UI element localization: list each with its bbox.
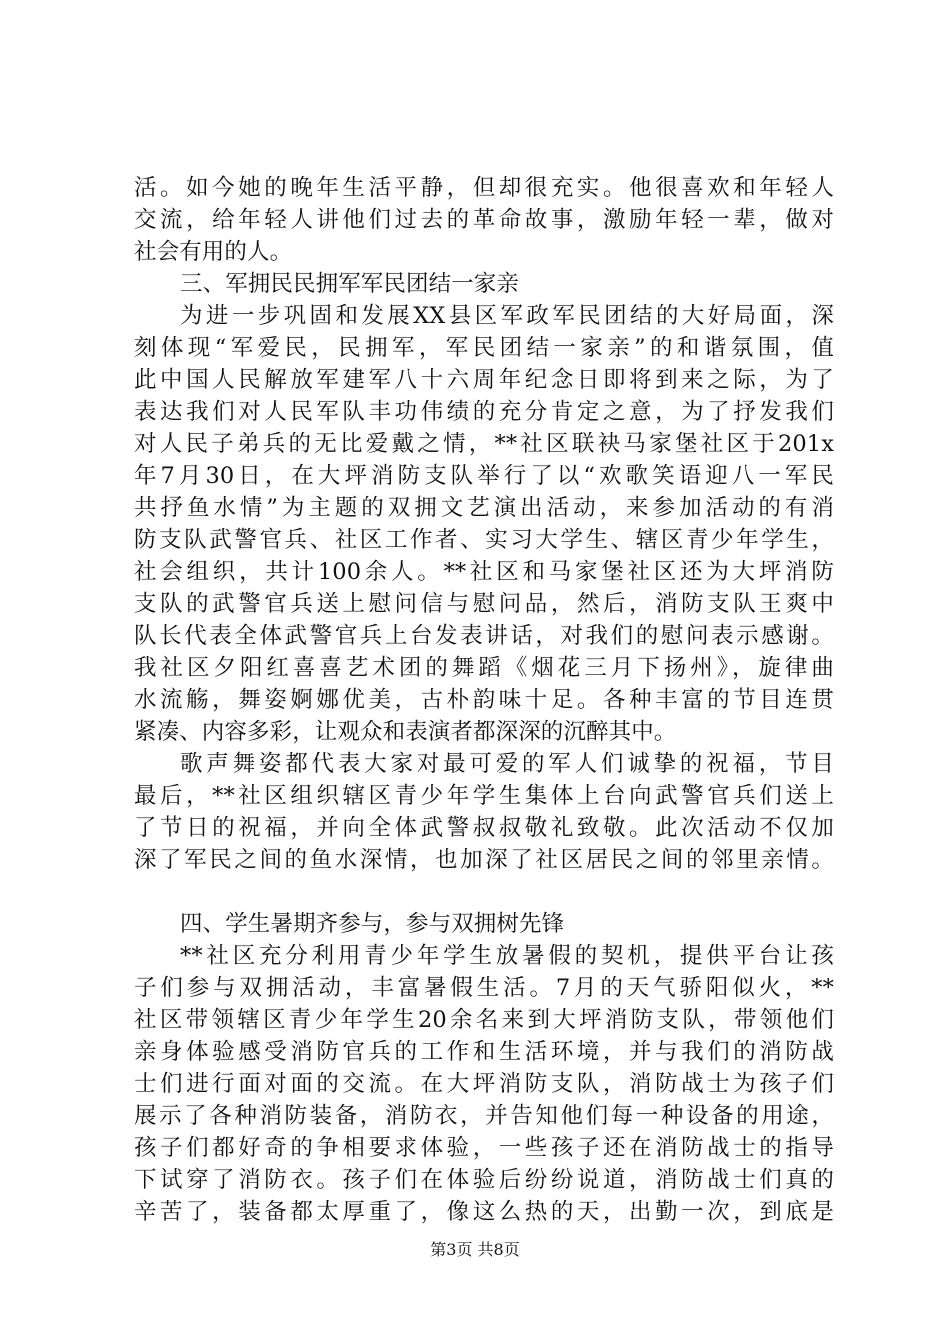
text-line: 防支队武警官兵、社区工作者、实习大学生、辖区青少年学生， xyxy=(134,527,834,553)
text-line: 士们进行面对面的交流。在大坪消防支队，消防战士为孩子们 xyxy=(134,1071,834,1097)
text-line: 对人民子弟兵的无比爱戴之情，**社区联袂马家堡社区于201x xyxy=(134,431,834,457)
text-line: **社区充分利用青少年学生放暑假的契机，提供平台让孩 xyxy=(180,943,834,969)
text-line: 活。如今她的晚年生活平静，但却很充实。他很喜欢和年轻人 xyxy=(134,175,834,201)
text-line: 我社区夕阳红喜喜艺术团的舞蹈《烟花三月下扬州》，旋律曲 xyxy=(134,655,834,681)
text-line: 为进一步巩固和发展XX县区军政军民团结的大好局面，深 xyxy=(180,303,834,329)
text-line: 最后，**社区组织辖区青少年学生集体上台向武警官兵们送上 xyxy=(134,783,834,809)
text-line: 亲身体验感受消防官兵的工作和生活环境，并与我们的消防战 xyxy=(134,1039,834,1065)
text-line: 孩子们都好奇的争相要求体验，一些孩子还在消防战士的指导 xyxy=(134,1135,834,1161)
text-line: 社会有用的人。 xyxy=(134,239,293,265)
text-line: 展示了各种消防装备，消防衣，并告知他们每一种设备的用途， xyxy=(134,1103,834,1129)
text-line: 交流，给年轻人讲他们过去的革命故事，激励年轻一辈，做对 xyxy=(134,207,834,233)
text-line: 子们参与双拥活动，丰富暑假生活。7月的天气骄阳似火，** xyxy=(134,975,834,1001)
page-number-footer: 第3页 共8页 xyxy=(430,1240,520,1259)
text-line: 支队的武警官兵送上慰问信与慰问品，然后，消防支队王爽中 xyxy=(134,591,834,617)
text-line: 此中国人民解放军建军八十六周年纪念日即将到来之际，为了 xyxy=(134,367,834,393)
text-line: 共抒鱼水情”为主题的双拥文艺演出活动，来参加活动的有消 xyxy=(134,495,834,521)
text-line: 社会组织，共计100余人。**社区和马家堡社区还为大坪消防 xyxy=(134,559,834,585)
section-heading: 四、学生暑期齐参与，参与双拥树先锋 xyxy=(180,911,565,937)
text-line: 队长代表全体武警官兵上台发表讲话，对我们的慰问表示感谢。 xyxy=(134,623,834,649)
text-line: 表达我们对人民军队丰功伟绩的充分肯定之意，为了抒发我们 xyxy=(134,399,834,425)
text-line: 社区带领辖区青少年学生20余名来到大坪消防支队，带领他们 xyxy=(134,1007,834,1033)
text-line: 年7月30日，在大坪消防支队举行了以“欢歌笑语迎八一军民 xyxy=(134,463,834,489)
section-heading: 三、军拥民民拥军军民团结一家亲 xyxy=(180,271,520,297)
paragraph-gap xyxy=(134,876,834,908)
text-line: 下试穿了消防衣。孩子们在体验后纷纷说道，消防战士们真的 xyxy=(134,1167,834,1193)
body-text xyxy=(134,172,834,1228)
text-line: 歌声舞姿都代表大家对最可爱的军人们诚挚的祝福，节目 xyxy=(180,751,834,777)
text-line: 辛苦了，装备都太厚重了，像这么热的天，出勤一次，到底是 xyxy=(134,1199,834,1225)
text-line: 水流觞，舞姿婀娜优美，古朴韵味十足。各种丰富的节目连贯 xyxy=(134,687,834,713)
text-line: 深了军民之间的鱼水深情，也加深了社区居民之间的邻里亲情。 xyxy=(134,847,834,873)
text-line: 了节日的祝福，并向全体武警叔叔敬礼致敬。此次活动不仅加 xyxy=(134,815,834,841)
text-line: 紧凑、内容多彩，让观众和表演者都深深的沉醉其中。 xyxy=(134,719,677,745)
text-line: 刻体现“军爱民，民拥军，军民团结一家亲”的和谐氛围，值 xyxy=(134,335,834,361)
